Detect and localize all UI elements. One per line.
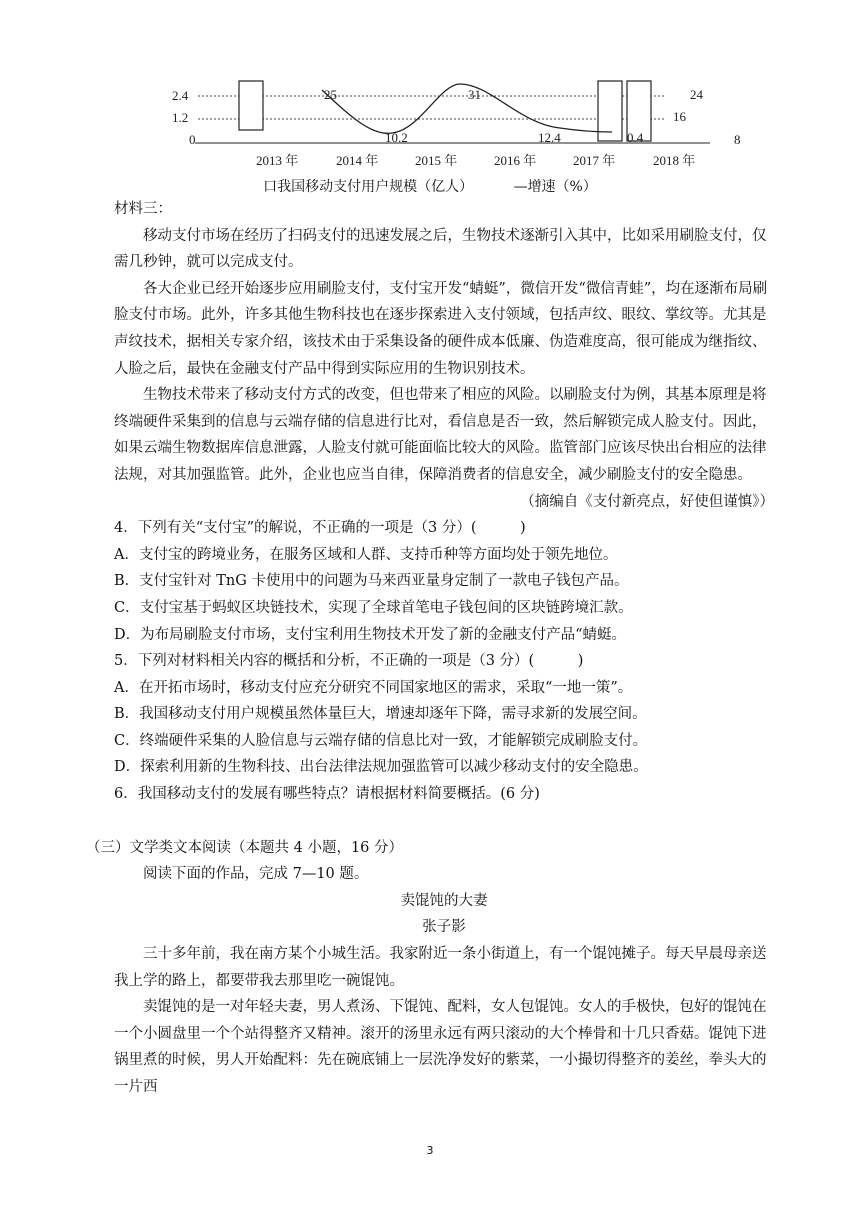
paragraph: 生物技术带来了移动支付方式的改变，但也带来了相应的风险。以刷脸支付为例，其基本原理是将终端硬件采集到的信息与云端存储的信息进行比对，看信息是否一致，然后解锁完成人脸支付。因此，如果云端生物数据库信息泄露，人脸支付就可能面临比较大的风险。监管部门应该尽快出台相应的法律法规，对其加强监管。此外，企业也应当自律，保障消费者的信息安全，减少刷脸支付的安全隐患。 bbox=[114, 387, 767, 483]
question-5-stem: 5．下列对材料相关内容的概括和分析，不正确的一项是（3 分）( ) bbox=[114, 653, 584, 670]
spacer bbox=[114, 808, 774, 835]
page-number: 3 bbox=[426, 1144, 434, 1157]
x-tick-label: 2013 年 bbox=[256, 153, 299, 168]
right-tick-label: 24 bbox=[690, 87, 703, 102]
section-heading: （三）文学类文本阅读（本题共 4 小题，16 分） bbox=[86, 839, 404, 856]
question-4-option-d: D．为布局刷脸支付市场，支付宝利用生物技术开发了新的金融支付产品“蜻蜓。 bbox=[114, 626, 627, 643]
document-body bbox=[86, 196, 774, 1101]
line-data-label: 12.4 bbox=[538, 130, 561, 145]
chart-legend bbox=[0, 176, 860, 196]
paragraph: 移动支付市场在经历了扫码支付的迅速发展之后，生物技术逐渐引入其中，比如采用刷脸支付，仅需几秒钟，就可以完成支付。 bbox=[114, 227, 767, 271]
right-tick-label: 16 bbox=[673, 109, 686, 124]
bar bbox=[239, 81, 263, 130]
source-citation: （摘编自《支付新亮点，好使但谨慎》） bbox=[520, 493, 774, 510]
x-tick-label: 2018 年 bbox=[653, 153, 696, 168]
line-data-label: 31 bbox=[468, 87, 481, 102]
left-tick-label: 2.4 bbox=[172, 88, 189, 103]
line-data-label: 0.4 bbox=[627, 130, 644, 145]
story-author: 张子影 bbox=[422, 919, 466, 936]
question-5-option-c: C．终端硬件采集的人脸信息与云端存储的信息比对一致，才能解锁完成刷脸支付。 bbox=[114, 732, 648, 749]
growth-line bbox=[322, 84, 612, 133]
question-4-stem: 4．下列有关“支付宝”的解说，不正确的一项是（3 分）( ) bbox=[114, 520, 526, 537]
material-title: 材料三： bbox=[114, 201, 172, 217]
question-5-option-b: B．我国移动支付用户规模虽然体量巨大，增速却逐年下降，需寻求新的发展空间。 bbox=[114, 706, 647, 723]
question-4-option-a: A．支付宝的跨境业务，在服务区域和人群、支持币种等方面均处于领先地位。 bbox=[114, 546, 618, 563]
x-tick-label: 2014 年 bbox=[336, 153, 379, 168]
question-6: 6．我国移动支付的发展有哪些特点？请根据材料简要概括。(6 分) bbox=[114, 786, 540, 803]
x-tick-label: 2015 年 bbox=[415, 153, 458, 168]
user-scale-chart bbox=[0, 78, 860, 173]
legend-line: —增速（%） bbox=[513, 179, 597, 195]
paragraph: 卖馄饨的是一对年轻夫妻，男人煮汤、下馄饨、配料，女人包馄饨。女人的手极快，包好的馄饨在一个小圆盘里一个个站得整齐又精神。滚开的汤里永远有两只滚动的大个棒骨和十几只香菇。馄饨下进锅里煮的时候，男人开始配料：先在碗底铺上一层洗净发好的紫菜，一小撮切得整齐的姜丝，拳头大的一片西 bbox=[114, 999, 767, 1095]
right-tick-label: 8 bbox=[734, 132, 741, 147]
question-4-option-c: C．支付宝基于蚂蚁区块链技术，实现了全球首笔电子钱包间的区块链跨境汇款。 bbox=[114, 599, 633, 616]
x-tick-label: 2017 年 bbox=[573, 153, 616, 168]
question-5-option-d: D．探索利用新的生物科技、出台法律法规加强监管可以减少移动支付的安全隐患。 bbox=[114, 759, 648, 776]
left-tick-label: 0 bbox=[189, 132, 196, 147]
paragraph: 三十多年前，我在南方某个小城生活。我家附近一条小街道上，有一个馄饨摊子。每天早晨母亲送我上学的路上，都要带我去那里吃一碗馄饨。 bbox=[114, 946, 767, 989]
legend-bars: 口我国移动支付用户规模（亿人） bbox=[263, 179, 474, 195]
line-data-label: 25 bbox=[324, 87, 337, 102]
left-tick-label: 1.2 bbox=[172, 110, 189, 125]
question-4-option-b: B．支付宝针对 TnG 卡使用中的问题为马来西亚量身定制了一款电子钱包产品。 bbox=[114, 573, 629, 590]
story-title: 卖馄饨的大妻 bbox=[400, 892, 488, 909]
paragraph: 各大企业已经开始逐步应用刷脸支付，支付宝开发“蜻蜓”，微信开发“微信青蛙”，均在逐渐布局刷脸支付市场。此外，许多其他生物科技也在逐步探索进入支付领域，包括声纹、眼纹、掌纹等。尤其是声纹技术，据相关专家介绍，该技术由于采集设备的硬件成本低廉、伪造难度高，很可能成为继指纹、人脸之后，最快在金融支付产品中得到实际应用的生物识别技术。 bbox=[114, 280, 768, 377]
x-tick-label: 2016 年 bbox=[494, 153, 537, 168]
section-instruction: 阅读下面的作品，完成 7—10 题。 bbox=[143, 866, 369, 883]
line-data-label: 10.2 bbox=[385, 130, 408, 145]
question-5-option-a: A．在开拓市场时，移动支付应充分研究不同国家地区的需求，采取“一地一策”。 bbox=[114, 679, 633, 696]
